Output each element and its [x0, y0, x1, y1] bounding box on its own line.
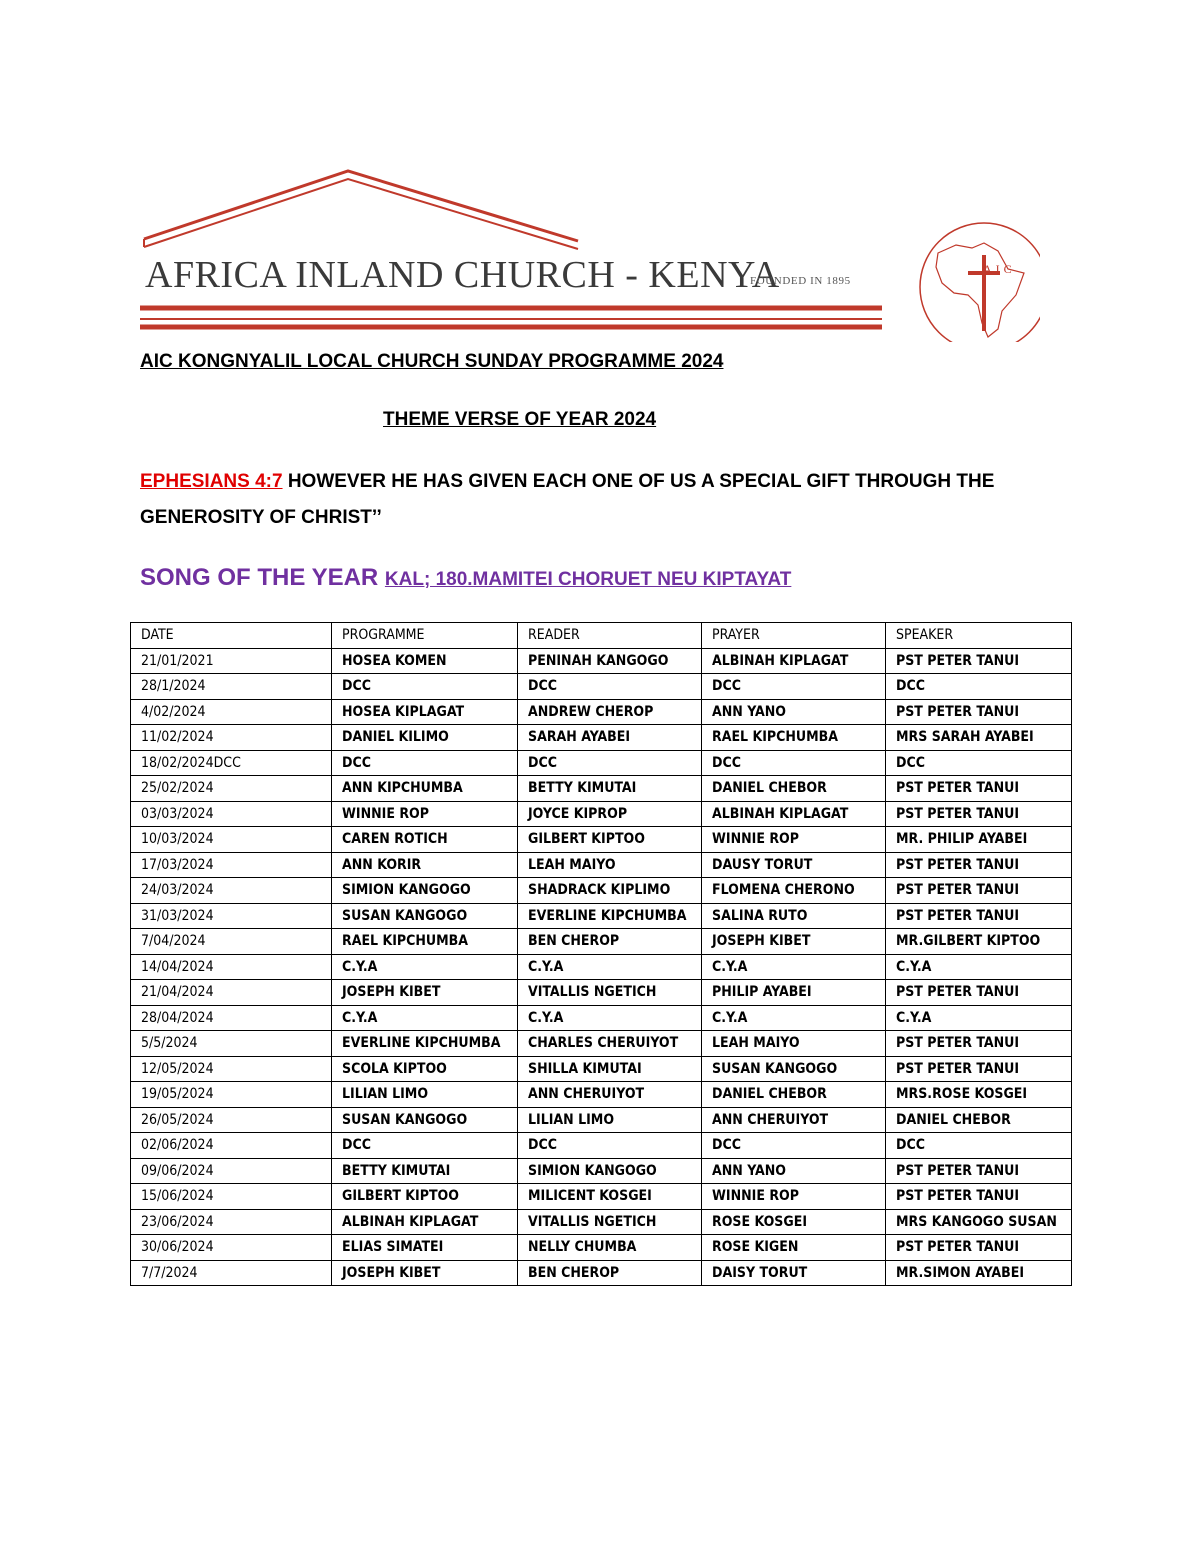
date-cell: 7/7/2024: [131, 1260, 332, 1286]
table-row: [131, 1005, 1072, 1031]
letterhead-rule: [140, 305, 910, 331]
table-row: [131, 750, 1072, 776]
speaker-cell: PST PETER TANUI: [886, 1184, 1072, 1210]
reader-cell: SIMION KANGOGO: [518, 1158, 702, 1184]
date-cell: 10/03/2024: [131, 827, 332, 853]
table-row: [131, 980, 1072, 1006]
table-row: [131, 1031, 1072, 1057]
prayer-cell: PHILIP AYABEI: [702, 980, 886, 1006]
programme-cell: GILBERT KIPTOO: [332, 1184, 518, 1210]
prayer-cell: LEAH MAIYO: [702, 1031, 886, 1057]
aic-africa-cross-logo: [898, 215, 1040, 342]
prayer-cell: ANN YANO: [702, 699, 886, 725]
speaker-cell: MR. PHILIP AYABEI: [886, 827, 1072, 853]
programme-cell: DCC: [332, 750, 518, 776]
speaker-cell: DANIEL CHEBOR: [886, 1107, 1072, 1133]
church-name: AFRICA INLAND CHURCH - KENYA: [145, 254, 780, 296]
prayer-cell: WINNIE ROP: [702, 1184, 886, 1210]
programme-cell: SUSAN KANGOGO: [332, 1107, 518, 1133]
table-row: [131, 954, 1072, 980]
table-row: [131, 699, 1072, 725]
prayer-cell: SALINA RUTO: [702, 903, 886, 929]
reader-cell: BEN CHEROP: [518, 1260, 702, 1286]
speaker-cell: PST PETER TANUI: [886, 648, 1072, 674]
reader-cell: DCC: [518, 1133, 702, 1159]
speaker-cell: DCC: [886, 750, 1072, 776]
prayer-cell: ALBINAH KIPLAGAT: [702, 648, 886, 674]
theme-heading: THEME VERSE OF YEAR 2024: [383, 409, 657, 430]
programme-cell: SCOLA KIPTOO: [332, 1056, 518, 1082]
speaker-cell: PST PETER TANUI: [886, 699, 1072, 725]
speaker-cell: DCC: [886, 674, 1072, 700]
date-cell: 28/1/2024: [131, 674, 332, 700]
prayer-cell: DCC: [702, 674, 886, 700]
table-row: [131, 801, 1072, 827]
logo-lettering: AIC: [983, 262, 1016, 276]
prayer-cell: WINNIE ROP: [702, 827, 886, 853]
programme-cell: RAEL KIPCHUMBA: [332, 929, 518, 955]
speaker-cell: C.Y.A: [886, 1005, 1072, 1031]
reader-cell: DCC: [518, 674, 702, 700]
date-cell: 26/05/2024: [131, 1107, 332, 1133]
table-row: [131, 674, 1072, 700]
table-header-row: [131, 623, 1072, 649]
reader-cell: C.Y.A: [518, 1005, 702, 1031]
date-cell: 14/04/2024: [131, 954, 332, 980]
prayer-cell: ROSE KIGEN: [702, 1235, 886, 1261]
speaker-cell: PST PETER TANUI: [886, 1056, 1072, 1082]
speaker-cell: DCC: [886, 1133, 1072, 1159]
date-cell: 03/03/2024: [131, 801, 332, 827]
table-row: [131, 1235, 1072, 1261]
speaker-cell: MRS SARAH AYABEI: [886, 725, 1072, 751]
reader-cell: BETTY KIMUTAI: [518, 776, 702, 802]
programme-cell: WINNIE ROP: [332, 801, 518, 827]
speaker-cell: PST PETER TANUI: [886, 801, 1072, 827]
speaker-cell: PST PETER TANUI: [886, 1158, 1072, 1184]
date-cell: 31/03/2024: [131, 903, 332, 929]
reader-cell: BEN CHEROP: [518, 929, 702, 955]
table-body: [131, 648, 1072, 1286]
date-cell: 18/02/2024DCC: [131, 750, 332, 776]
header-speaker: SPEAKER: [886, 623, 1072, 649]
reader-cell: ANDREW CHEROP: [518, 699, 702, 725]
programme-cell: DCC: [332, 674, 518, 700]
date-cell: 15/06/2024: [131, 1184, 332, 1210]
date-cell: 25/02/2024: [131, 776, 332, 802]
date-cell: 19/05/2024: [131, 1082, 332, 1108]
prayer-cell: ROSE KOSGEI: [702, 1209, 886, 1235]
table-row: [131, 929, 1072, 955]
reader-cell: NELLY CHUMBA: [518, 1235, 702, 1261]
date-cell: 24/03/2024: [131, 878, 332, 904]
speaker-cell: MR.GILBERT KIPTOO: [886, 929, 1072, 955]
table-row: [131, 1133, 1072, 1159]
prayer-cell: DANIEL CHEBOR: [702, 776, 886, 802]
speaker-cell: MR.SIMON AYABEI: [886, 1260, 1072, 1286]
letterhead: [140, 165, 1040, 345]
reader-cell: CHARLES CHERUIYOT: [518, 1031, 702, 1057]
reader-cell: SHADRACK KIPLIMO: [518, 878, 702, 904]
prayer-cell: ANN YANO: [702, 1158, 886, 1184]
programme-table: [130, 622, 1072, 1286]
programme-cell: C.Y.A: [332, 954, 518, 980]
reader-cell: C.Y.A: [518, 954, 702, 980]
programme-cell: CAREN ROTICH: [332, 827, 518, 853]
table-row: [131, 1082, 1072, 1108]
speaker-cell: PST PETER TANUI: [886, 776, 1072, 802]
table-row: [131, 1107, 1072, 1133]
programme-cell: ELIAS SIMATEI: [332, 1235, 518, 1261]
table-row: [131, 1158, 1072, 1184]
table-row: [131, 878, 1072, 904]
table-row: [131, 1056, 1072, 1082]
speaker-cell: PST PETER TANUI: [886, 903, 1072, 929]
header-programme: PROGRAMME: [332, 623, 518, 649]
programme-cell: BETTY KIMUTAI: [332, 1158, 518, 1184]
prayer-cell: SUSAN KANGOGO: [702, 1056, 886, 1082]
song-title: KAL; 180.MAMITEI CHORUET NEU KIPTAYAT: [384, 569, 792, 590]
programme-cell: HOSEA KOMEN: [332, 648, 518, 674]
reader-cell: MILICENT KOSGEI: [518, 1184, 702, 1210]
song-of-the-year: [140, 564, 791, 592]
speaker-cell: PST PETER TANUI: [886, 1031, 1072, 1057]
programme-cell: ALBINAH KIPLAGAT: [332, 1209, 518, 1235]
programme-cell: C.Y.A: [332, 1005, 518, 1031]
founded-text: FOUNDED IN 1895: [750, 275, 851, 287]
date-cell: 28/04/2024: [131, 1005, 332, 1031]
date-cell: 21/04/2024: [131, 980, 332, 1006]
prayer-cell: DANIEL CHEBOR: [702, 1082, 886, 1108]
reader-cell: LEAH MAIYO: [518, 852, 702, 878]
table-row: [131, 648, 1072, 674]
date-cell: 09/06/2024: [131, 1158, 332, 1184]
speaker-cell: PST PETER TANUI: [886, 852, 1072, 878]
header-reader: READER: [518, 623, 702, 649]
prayer-cell: DCC: [702, 1133, 886, 1159]
date-cell: 7/04/2024: [131, 929, 332, 955]
programme-cell: DCC: [332, 1133, 518, 1159]
church-roof-graphic: [140, 165, 590, 255]
prayer-cell: FLOMENA CHERONO: [702, 878, 886, 904]
date-cell: 5/5/2024: [131, 1031, 332, 1057]
date-cell: 02/06/2024: [131, 1133, 332, 1159]
programme-cell: SUSAN KANGOGO: [332, 903, 518, 929]
table-row: [131, 776, 1072, 802]
programme-cell: JOSEPH KIBET: [332, 1260, 518, 1286]
prayer-cell: JOSEPH KIBET: [702, 929, 886, 955]
reader-cell: JOYCE KIPROP: [518, 801, 702, 827]
page-title: AIC KONGNYALIL LOCAL CHURCH SUNDAY PROGRAMME 2024: [140, 351, 724, 372]
table-row: [131, 725, 1072, 751]
speaker-cell: PST PETER TANUI: [886, 1235, 1072, 1261]
reader-cell: ANN CHERUIYOT: [518, 1082, 702, 1108]
speaker-cell: PST PETER TANUI: [886, 878, 1072, 904]
header-prayer: PRAYER: [702, 623, 886, 649]
header-date: DATE: [131, 623, 332, 649]
programme-cell: JOSEPH KIBET: [332, 980, 518, 1006]
prayer-cell: ANN CHERUIYOT: [702, 1107, 886, 1133]
programme-cell: DANIEL KILIMO: [332, 725, 518, 751]
reader-cell: PENINAH KANGOGO: [518, 648, 702, 674]
prayer-cell: ALBINAH KIPLAGAT: [702, 801, 886, 827]
programme-cell: ANN KIPCHUMBA: [332, 776, 518, 802]
programme-cell: SIMION KANGOGO: [332, 878, 518, 904]
date-cell: 11/02/2024: [131, 725, 332, 751]
prayer-cell: DCC: [702, 750, 886, 776]
date-cell: 21/01/2021: [131, 648, 332, 674]
date-cell: 17/03/2024: [131, 852, 332, 878]
speaker-cell: MRS.ROSE KOSGEI: [886, 1082, 1072, 1108]
reader-cell: VITALLIS NGETICH: [518, 1209, 702, 1235]
reader-cell: LILIAN LIMO: [518, 1107, 702, 1133]
prayer-cell: DAUSY TORUT: [702, 852, 886, 878]
table-row: [131, 1184, 1072, 1210]
table-row: [131, 852, 1072, 878]
prayer-cell: C.Y.A: [702, 954, 886, 980]
prayer-cell: RAEL KIPCHUMBA: [702, 725, 886, 751]
programme-cell: ANN KORIR: [332, 852, 518, 878]
table-row: [131, 1209, 1072, 1235]
theme-verse: [140, 464, 1040, 536]
reader-cell: EVERLINE KIPCHUMBA: [518, 903, 702, 929]
reader-cell: SHILLA KIMUTAI: [518, 1056, 702, 1082]
table-row: [131, 903, 1072, 929]
date-cell: 23/06/2024: [131, 1209, 332, 1235]
prayer-cell: C.Y.A: [702, 1005, 886, 1031]
programme-cell: EVERLINE KIPCHUMBA: [332, 1031, 518, 1057]
reader-cell: SARAH AYABEI: [518, 725, 702, 751]
verse-reference: EPHESIANS 4:7: [140, 471, 283, 492]
prayer-cell: DAISY TORUT: [702, 1260, 886, 1286]
date-cell: 4/02/2024: [131, 699, 332, 725]
programme-cell: HOSEA KIPLAGAT: [332, 699, 518, 725]
verse-text: HOWEVER HE HAS GIVEN EACH ONE OF US A SPECIAL GIFT THROUGH THE GENEROSITY OF CHRIST’’: [140, 471, 995, 528]
date-cell: 30/06/2024: [131, 1235, 332, 1261]
speaker-cell: C.Y.A: [886, 954, 1072, 980]
song-label: SONG OF THE YEAR: [140, 564, 385, 591]
reader-cell: GILBERT KIPTOO: [518, 827, 702, 853]
speaker-cell: MRS KANGOGO SUSAN: [886, 1209, 1072, 1235]
reader-cell: DCC: [518, 750, 702, 776]
table-row: [131, 1260, 1072, 1286]
table-row: [131, 827, 1072, 853]
reader-cell: VITALLIS NGETICH: [518, 980, 702, 1006]
programme-cell: LILIAN LIMO: [332, 1082, 518, 1108]
speaker-cell: PST PETER TANUI: [886, 980, 1072, 1006]
date-cell: 12/05/2024: [131, 1056, 332, 1082]
